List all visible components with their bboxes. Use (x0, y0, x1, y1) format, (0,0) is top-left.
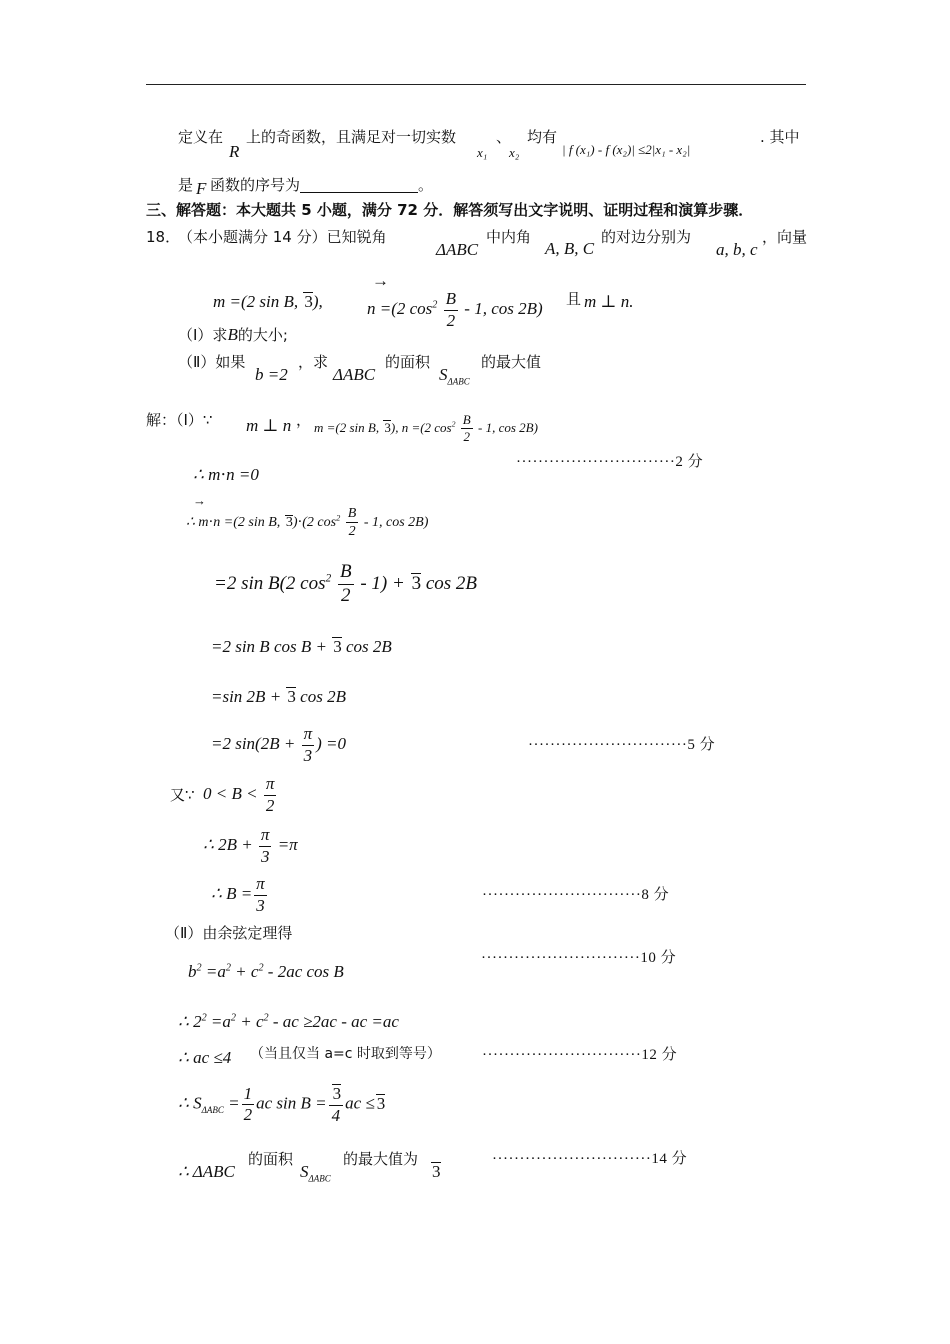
part2-question-d: 的最大值 (481, 353, 542, 371)
problem-text-c: 的对边分别为 (601, 228, 692, 246)
part2-triangle: ΔABC (333, 365, 376, 384)
step-14-prefix: ∴ ΔABC (178, 1162, 235, 1181)
vector-n: n =(2 $\cos^2$ $\frac{B}{2}$ - 1, cos 2B) (367, 289, 543, 330)
problem-sides: a, b, c (716, 240, 758, 259)
arrow-n: → (372, 271, 389, 290)
section-heading: 三、解答题：本大题共 5 小题，满分 72 分．解答须写出文字说明、证明过程和演算步骤． (146, 201, 754, 219)
intro-R: R (229, 142, 240, 161)
intro-have: 均有 (527, 128, 558, 146)
step-5: =sin 2B + 3 cos 2B (211, 687, 346, 706)
intro-line2-shi: 是 (178, 176, 194, 194)
answer-blank[interactable] (300, 178, 418, 193)
step-3: =2 sin B(2 $\cos^2$ $\frac{B}{2}$ - 1) + 3 cos 2B (214, 561, 477, 606)
problem-text-a: （本小题满分 14 分）已知锐角 (178, 228, 387, 246)
intro-x1: x₁ (477, 145, 488, 160)
step-7: 0 < B < $\frac{\pi}{2}$ (203, 774, 275, 815)
step-12: ∴ ac ≤4 (178, 1048, 232, 1067)
solution-perp: m ⊥ n (246, 416, 292, 435)
step-7-prefix: 又∵ (170, 786, 195, 804)
part2-area-symbol: $S_{\Delta ABC}$ (439, 365, 470, 387)
problem-angles: A, B, C (545, 239, 595, 258)
problem-number: 18． (146, 228, 181, 246)
step-dot-expand: ∴ m⋅n =(2 sin B, 3)⋅(2 $\cos^2$ $\frac{B}{2}$ - 1, cos 2B) (186, 506, 429, 540)
step-14-text: 的最大值为 (343, 1150, 419, 1168)
step-8: ∴ 2B + $\frac{\pi}{3}$ =π (203, 825, 298, 866)
part2-question-a: （Ⅱ）如果 (178, 353, 246, 371)
score-8: ·····························8 分 (482, 887, 670, 903)
header-rule (146, 84, 806, 85)
part2-question-c: 的面积 (385, 353, 431, 371)
solution-vectors: m =(2 sin B, 3), n =(2 $\cos^2$ $\frac{B}{2}$ - 1, cos 2B) (314, 412, 538, 445)
intro-sep: 、 (496, 128, 512, 146)
step-9: ∴ B = $\frac{\pi}{3}$ (211, 874, 265, 915)
part2-b-eq: b =2 (255, 365, 288, 384)
intro-F: F (196, 179, 207, 198)
cond-text: 且 (566, 290, 582, 308)
part1-question: （Ⅰ）求B的大小; (178, 325, 288, 344)
intro-line1-mid: 上的奇函数，且满足对一切实数 (246, 128, 457, 146)
cond-perp: m ⊥ n. (584, 292, 634, 311)
part2-solution-label: （Ⅱ）由余弦定理得 (165, 924, 293, 942)
score-10: ·····························10 分 (481, 950, 677, 966)
step-dot-zero: ∴ m⋅n =0 (193, 465, 259, 484)
solution-comma: ， (296, 411, 312, 429)
score-12: ·····························12 分 (482, 1047, 678, 1063)
intro-line1-end: . 其中 (760, 128, 800, 146)
step-14-S: $S_{\Delta ABC}$ (300, 1162, 331, 1184)
step-4: =2 sin B cos B + 3 cos 2B (211, 637, 392, 656)
step-6: =2 sin(2B + $\frac{\pi}{3}$ ) =0 (211, 724, 346, 765)
problem-text-b: 中内角 (486, 228, 532, 246)
solution-label: 解：（Ⅰ）∵ (146, 411, 213, 429)
score-14: ·····························14 分 (492, 1151, 688, 1167)
step-14-mid: 的面积 (248, 1150, 294, 1168)
score-2: ·····························2 分 (516, 454, 704, 470)
arrow-s2: → (193, 493, 206, 508)
problem-triangle: ΔABC (436, 240, 479, 259)
step-11: ∴ $2^2 =a^2 + c^2$ - ac ≥2ac - ac =ac (178, 1012, 399, 1031)
score-5: ·····························5 分 (528, 737, 716, 753)
part2-question-b: ，求 (298, 353, 329, 371)
step-13: ∴ $S_{\Delta ABC}$ = $\frac{1}{2}$ ac sin B = $\frac{3}{4}$ ac ≤ 3 (178, 1083, 386, 1125)
step-10: $b^2 =a^2 + c^2 - 2ac$ cos B (188, 962, 344, 981)
intro-line2-text: 函数的序号为 。 (210, 176, 434, 194)
intro-x2: x₂ (509, 145, 520, 160)
step-12-note: （当且仅当 a=c 时取到等号） (250, 1046, 441, 1062)
intro-inequality: | f (x₁) - f (x₂)| ≤2|x₁ - x₂| (562, 142, 691, 157)
intro-line1: 定义在 (178, 128, 224, 146)
step-14-value: 3 (432, 1162, 441, 1181)
vector-m: m =(2 sin B, 3), (213, 292, 323, 311)
problem-text-d: ，向量 (762, 228, 808, 246)
